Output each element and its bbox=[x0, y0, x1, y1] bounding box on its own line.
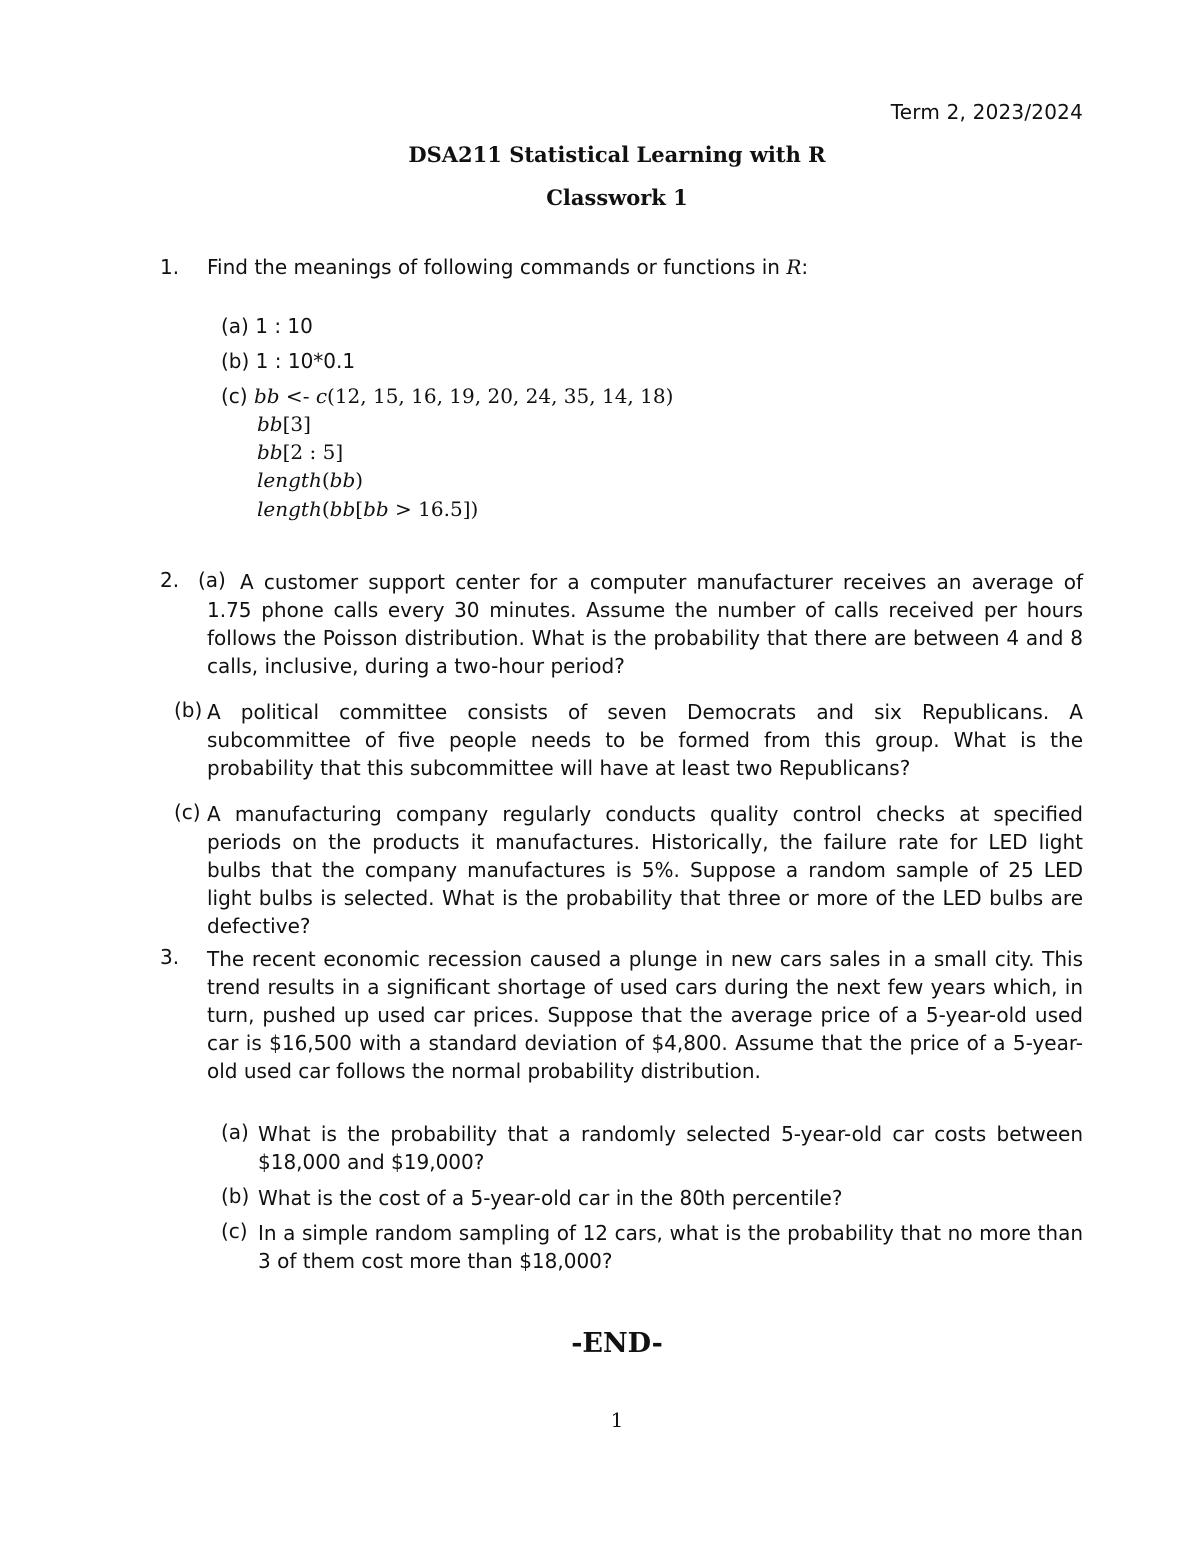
question-1-number: 1. bbox=[160, 255, 180, 279]
question-1b bbox=[221, 349, 355, 373]
question-2a-label: (a) bbox=[198, 568, 226, 592]
question-3c-text: In a simple random sampling of 12 cars, what is the probability that no more than 3 of them cost more than $18,000? bbox=[258, 1221, 1083, 1273]
question-3c-label: (c) bbox=[221, 1219, 248, 1243]
question-1c-func: c bbox=[315, 384, 328, 408]
question-1-prompt-math: R bbox=[786, 255, 802, 279]
question-1c-line-4 bbox=[257, 468, 363, 492]
question-1c-line-4-func: length bbox=[257, 468, 322, 492]
question-1c-line-5-var: bb bbox=[329, 497, 356, 521]
question-3-text: The recent economic recession caused a plunge in new cars sales in a small city. This trend results in a significant shortage of used cars during the next few years which, in turn, pushed up used car prices. Suppose that the average price of a 5-year-old used car is $16,500 with a standard deviation of $4,800. Assume that the price of a 5-year-old used car follows the normal probability distribution. bbox=[207, 947, 1083, 1083]
question-1c-line-5 bbox=[257, 497, 478, 521]
question-1c bbox=[221, 384, 673, 408]
question-2b-text: A political committee consists of seven Democrats and six Republicans. A subcommittee of five people needs to be formed from this group. What is the probability that this subcommittee will have at least two Republicans? bbox=[207, 700, 1083, 780]
question-1c-line-4-var: bb bbox=[329, 468, 356, 492]
question-3-number: 3. bbox=[160, 945, 180, 969]
question-1b-text: 1 : 10*0.1 bbox=[255, 349, 356, 373]
classwork-subtitle: Classwork 1 bbox=[546, 185, 688, 210]
question-1c-line-5-open: ( bbox=[321, 497, 330, 521]
term-label: Term 2, 2023/2024 bbox=[890, 100, 1083, 124]
question-2b-label: (b) bbox=[174, 698, 203, 722]
question-3b-text: What is the cost of a 5-year-old car in the 80th percentile? bbox=[258, 1186, 843, 1210]
question-2c-label: (c) bbox=[174, 800, 201, 824]
question-1a-label: (a) bbox=[221, 314, 249, 338]
question-1c-line-3 bbox=[257, 440, 343, 464]
end-marker: -END- bbox=[571, 1328, 663, 1359]
question-2-number: 2. bbox=[160, 568, 180, 592]
question-3a-label: (a) bbox=[221, 1120, 249, 1144]
question-1b-label: (b) bbox=[221, 349, 250, 373]
question-2c-text: A manufacturing company regularly conducts quality control checks at specified periods on the products it manufactures. Historically, the failure rate for LED light bulbs that the company manufactures is 5%. Suppose a random sample of 25 LED light bulbs is selected. What is the probability that three or more of the LED bulbs are defective? bbox=[207, 802, 1083, 938]
question-1-prompt-end: : bbox=[801, 255, 809, 279]
page-number: 1 bbox=[610, 1408, 624, 1432]
question-1c-var: bb bbox=[253, 384, 280, 408]
question-1c-line-3-var: bb bbox=[257, 440, 283, 464]
question-1-prompt-text: Find the meanings of following commands or functions in bbox=[207, 255, 787, 279]
question-1c-line-4-open: ( bbox=[321, 468, 330, 492]
question-3a-text: What is the probability that a randomly selected 5-year-old car costs between $18,000 and $19,000? bbox=[258, 1122, 1083, 1174]
question-2a-text: A customer support center for a computer manufacturer receives an average of 1.75 phone calls every 30 minutes. Assume the number of calls received per hours follows the Poisson distribution. What is the probability that there are between 4 and 8 calls, inclusive, during a two-hour period? bbox=[207, 570, 1083, 678]
question-1-prompt bbox=[207, 255, 808, 279]
question-1a bbox=[221, 314, 313, 338]
course-title: DSA211 Statistical Learning with R bbox=[408, 142, 826, 167]
question-1c-line-5-mid: [ bbox=[355, 497, 364, 521]
question-1c-line-2 bbox=[257, 412, 311, 436]
question-1c-line-4-close: ) bbox=[355, 468, 364, 492]
question-1c-line-2-var: bb bbox=[257, 412, 283, 436]
question-1a-text: 1 : 10 bbox=[255, 314, 313, 338]
question-1c-args: (12, 15, 16, 19, 20, 24, 35, 14, 18) bbox=[327, 384, 674, 408]
question-1c-line-5-rest: > 16.5]) bbox=[388, 497, 479, 521]
question-1c-line-5-func: length bbox=[257, 497, 322, 521]
question-1c-line-2-rest: [3] bbox=[282, 412, 311, 436]
question-3b-label: (b) bbox=[221, 1184, 250, 1208]
question-1c-line-5-var2: bb bbox=[363, 497, 389, 521]
question-1c-line-3-rest: [2 : 5] bbox=[282, 440, 344, 464]
question-1c-label: (c) bbox=[221, 384, 248, 408]
question-1c-assign: <- bbox=[279, 384, 316, 408]
